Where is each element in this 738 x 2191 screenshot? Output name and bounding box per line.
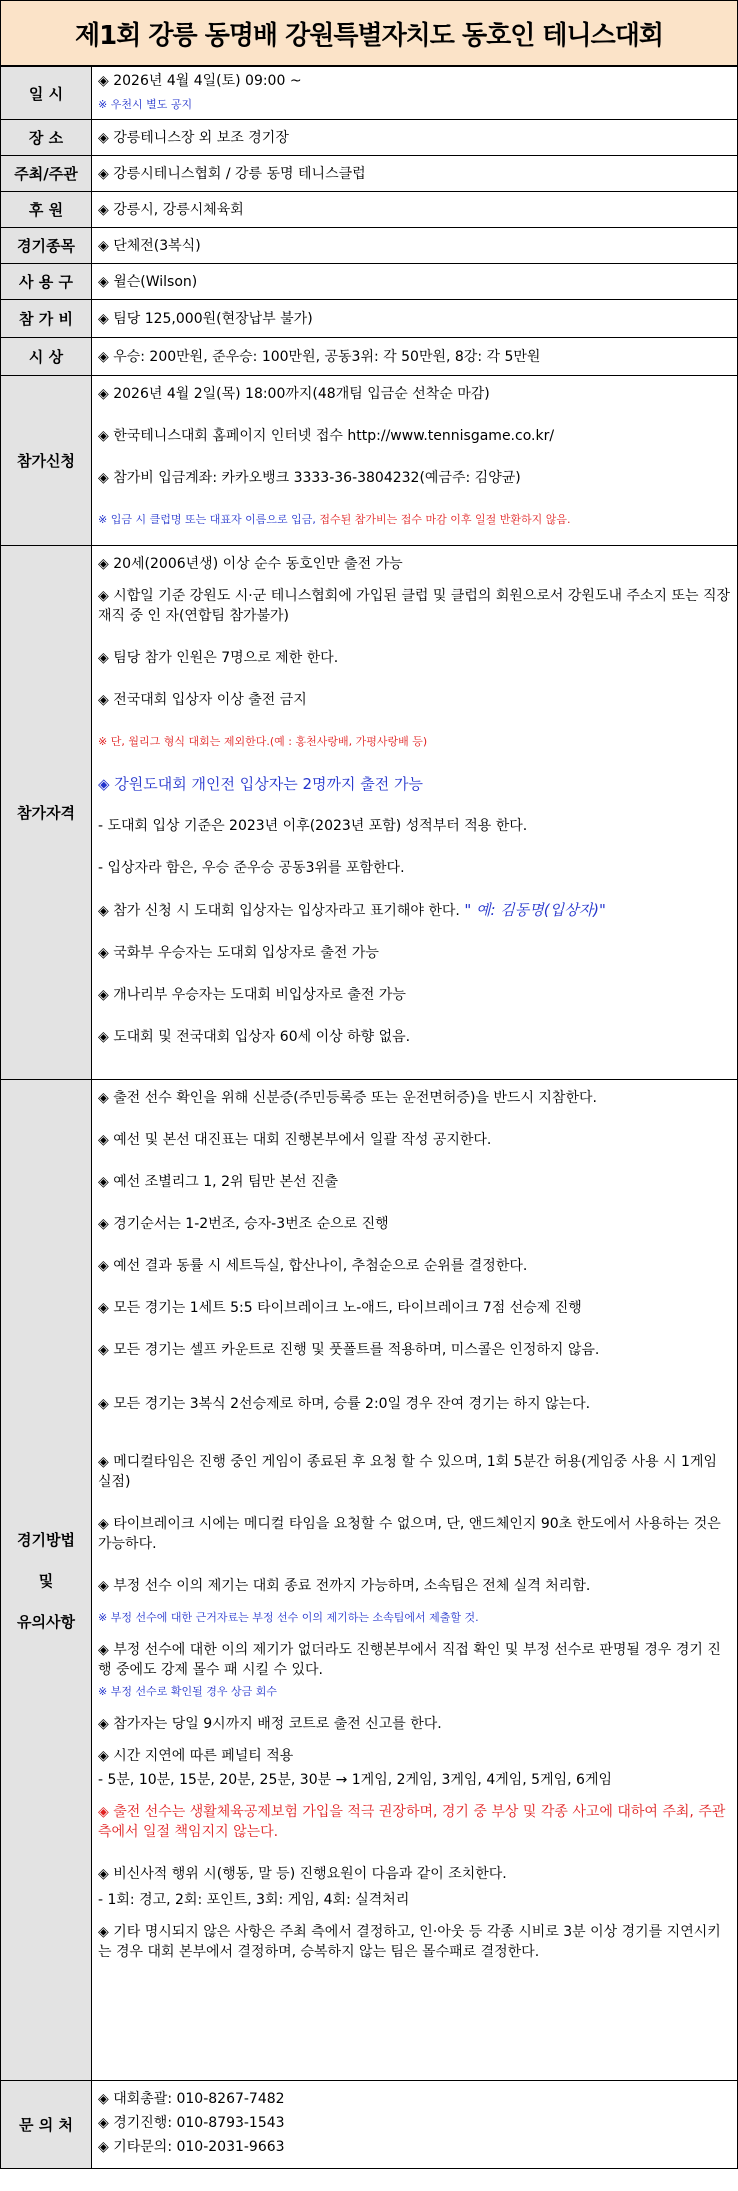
row-fee bbox=[1, 300, 738, 338]
qual-winner-definition: - 입상자라 함은, 우승 준우승 공동3위를 포함한다. bbox=[98, 860, 405, 876]
apply-website: ◈ 한국테니스대회 홈페이지 인터넷 접수 http://www.tennisgame.co.kr/ bbox=[98, 428, 555, 444]
row-host bbox=[1, 156, 738, 192]
label-rules bbox=[1, 1080, 92, 2081]
label-venue: 장 소 bbox=[1, 120, 92, 156]
label-rules-line2: 및 bbox=[38, 1571, 54, 1590]
label-contact: 문 의 처 bbox=[1, 2081, 92, 2169]
rule-protest-note: ※ 부정 선수에 대한 근거자료는 부정 선수 이의 제기하는 소속팀에서 제출할 것. bbox=[98, 1611, 479, 1624]
rule-tiebreak-medical: ◈ 타이브레이크 시에는 메디컬 타임을 요청할 수 없으며, 단, 앤드체인지 90초 한도에서 사용하는 것은 가능하다. bbox=[98, 1516, 721, 1552]
apply-deadline: ◈ 2026년 4월 2일(목) 18:00까지(48개팀 입금순 선착순 마감) bbox=[98, 386, 490, 402]
rule-check-in: ◈ 참가자는 당일 9시까지 배정 코트로 출전 신고를 한다. bbox=[98, 1716, 442, 1732]
rule-conduct-steps: - 1회: 경고, 2회: 포인트, 3회: 게임, 4회: 실격처리 bbox=[98, 1892, 410, 1908]
rule-best-of-three: ◈ 모든 경기는 3복식 2선승제로 하며, 승률 2:0일 경우 잔여 경기는 하지 않는다. bbox=[98, 1396, 591, 1412]
rule-draw: ◈ 예선 및 본선 대진표는 대회 진행본부에서 일괄 작성 공지한다. bbox=[98, 1132, 492, 1148]
row-qualification bbox=[1, 546, 738, 1080]
rule-forfeit-note: ※ 부정 선수로 확인될 경우 상금 회수 bbox=[98, 1685, 277, 1698]
rule-id-check: ◈ 출전 선수 확인을 위해 신분증(주민등록증 또는 운전면허증)을 반드시 지참한다. bbox=[98, 1090, 597, 1106]
label-event: 경기종목 bbox=[1, 228, 92, 264]
label-rules-line1: 경기방법 bbox=[17, 1530, 75, 1549]
rule-conduct: ◈ 비신사적 행위 시(행동, 말 등) 진행요원이 다음과 같이 조치한다. bbox=[98, 1866, 507, 1882]
host-text: ◈ 강릉시테니스협회 / 강릉 동명 테니스클럽 bbox=[92, 156, 738, 192]
prize-text: ◈ 우승: 200만원, 준우승: 100만원, 공동3위: 각 50만원, 8강: 각 5만원 bbox=[92, 338, 738, 376]
label-fee: 참 가 비 bbox=[1, 300, 92, 338]
label-apply: 참가신청 bbox=[1, 376, 92, 546]
qual-mark-winner bbox=[98, 900, 731, 921]
qual-provincial-limit: ◈ 강원도대회 개인전 입상자는 2명까지 출전 가능 bbox=[98, 775, 423, 793]
rule-protest: ◈ 부정 선수 이의 제기는 대회 종료 전까지 가능하며, 소속팀은 전체 실격 처리함. bbox=[98, 1578, 591, 1594]
label-sponsor: 후 원 bbox=[1, 192, 92, 228]
sponsor-text: ◈ 강릉시, 강릉시체육회 bbox=[92, 192, 738, 228]
apply-note-red: 접수된 참가비는 접수 마감 이후 일절 반환하지 않음. bbox=[315, 513, 571, 526]
fee-text: ◈ 팀당 125,000원(현장납부 불가) bbox=[92, 300, 738, 338]
apply-account: ◈ 참가비 입금계좌: 카카오뱅크 3333-36-3804232(예금주: 김양균) bbox=[98, 470, 521, 486]
rule-scoring: ◈ 모든 경기는 1세트 5:5 타이브레이크 노-애드, 타이브레이크 7점 선승제 진행 bbox=[98, 1300, 582, 1316]
row-date bbox=[1, 67, 738, 120]
venue-text: ◈ 강릉테니스장 외 보조 경기장 bbox=[92, 120, 738, 156]
qual-region: ◈ 시합일 기준 강원도 시·군 테니스협회에 가입된 클럽 및 클럽의 회원으로서 강원도내 주소지 또는 직장 재직 중 인 자(연합팀 참가불가) bbox=[98, 588, 731, 624]
rule-other: ◈ 기타 명시되지 않은 사항은 주최 측에서 결정하고, 인·아웃 등 각종 시비로 3분 이상 경기를 지연시키는 경우 대회 본부에서 결정하며, 승복하지 않는 팀은 몰수패로 결정한다. bbox=[98, 1924, 721, 1960]
content-apply bbox=[92, 376, 738, 546]
label-prize: 시 상 bbox=[1, 338, 92, 376]
row-prize bbox=[1, 338, 738, 376]
label-date: 일 시 bbox=[1, 67, 92, 120]
contact-operations: ◈ 경기진행: 010-8793-1543 bbox=[98, 2115, 285, 2131]
rule-delay-table: - 5분, 10분, 15분, 20분, 25분, 30분 → 1게임, 2게임, 3게임, 4게임, 5게임, 6게임 bbox=[98, 1772, 612, 1788]
content-qualification bbox=[92, 546, 738, 1080]
rule-medical-time: ◈ 메디컬타임은 진행 중인 게임이 종료된 후 요청 할 수 있으며, 1회 5분간 허용(게임중 사용 시 1게임 실점) bbox=[98, 1454, 717, 1490]
row-venue bbox=[1, 120, 738, 156]
qual-mark-winner-text: ◈ 참가 신청 시 도대회 입상자는 입상자라고 표기해야 한다. bbox=[98, 903, 460, 919]
qual-mark-example: " 예: 김동명(입상자)" bbox=[464, 901, 606, 919]
contact-general: ◈ 대회총괄: 010-8267-7482 bbox=[98, 2091, 285, 2107]
row-rules bbox=[1, 1080, 738, 2081]
content-contact bbox=[92, 2081, 738, 2169]
row-ball bbox=[1, 264, 738, 300]
rule-delay-penalty: ◈ 시간 지연에 따른 페널티 적용 bbox=[98, 1748, 294, 1764]
row-contact bbox=[1, 2081, 738, 2169]
qual-since-2023: - 도대회 입상 기준은 2023년 이후(2023년 포함) 성적부터 적용 한다. bbox=[98, 818, 528, 834]
row-sponsor bbox=[1, 192, 738, 228]
info-table bbox=[0, 66, 738, 2169]
event-text: ◈ 단체전(3복식) bbox=[92, 228, 738, 264]
qual-forsythia: ◈ 개나리부 우승자는 도대회 비입상자로 출전 가능 bbox=[98, 987, 406, 1003]
qual-national-ban: ◈ 전국대회 입상자 이상 출전 금지 bbox=[98, 692, 307, 708]
rain-note: ※ 우천시 별도 공지 bbox=[98, 98, 193, 111]
rule-advance: ◈ 예선 조별리그 1, 2위 팀만 본선 진출 bbox=[98, 1174, 338, 1190]
ball-text: ◈ 윌슨(Wilson) bbox=[92, 264, 738, 300]
qual-senior: ◈ 도대회 및 전국대회 입상자 60세 이상 하향 없음. bbox=[98, 1029, 411, 1045]
date-text: ◈ 2026년 4월 4일(토) 09:00 ~ bbox=[98, 73, 302, 89]
row-apply bbox=[1, 376, 738, 546]
label-qualification: 참가자격 bbox=[1, 546, 92, 1080]
apply-note bbox=[98, 510, 731, 530]
rule-insurance: ◈ 출전 선수는 생활체육공제보험 가입을 적극 권장하며, 경기 중 부상 및 각종 사고에 대하여 주최, 주관 측에서 일절 책임지지 않는다. bbox=[98, 1804, 726, 1840]
rule-tiebreak-ranking: ◈ 예선 결과 동률 시 세트득실, 합산나이, 추첨순으로 순위를 결정한다. bbox=[98, 1258, 528, 1274]
label-host: 주최/주관 bbox=[1, 156, 92, 192]
apply-note-blue: ※ 입금 시 클럽명 또는 대표자 이름으로 입금, bbox=[98, 513, 316, 526]
qual-age: ◈ 20세(2006년생) 이상 순수 동호인만 출전 가능 bbox=[98, 556, 403, 572]
label-ball: 사 용 구 bbox=[1, 264, 92, 300]
rule-self-count: ◈ 모든 경기는 셀프 카운트로 진행 및 풋폴트를 적용하며, 미스콜은 인정하지 않음. bbox=[98, 1342, 600, 1358]
page-title: 제1회 강릉 동명배 강원특별자치도 동호인 테니스대회 bbox=[0, 0, 738, 66]
content-rules bbox=[92, 1080, 738, 2081]
qual-team-size: ◈ 팀당 참가 인원은 7명으로 제한 한다. bbox=[98, 650, 339, 666]
content-date bbox=[92, 67, 738, 120]
row-event bbox=[1, 228, 738, 264]
qual-chrysanthemum: ◈ 국화부 우승자는 도대회 입상자로 출전 가능 bbox=[98, 945, 379, 961]
label-rules-line3: 유의사항 bbox=[17, 1612, 75, 1631]
rule-forfeit: ◈ 부정 선수에 대한 이의 제기가 없더라도 진행본부에서 직접 확인 및 부정 선수로 판명될 경우 경기 진행 중에도 강제 몰수 패 시킬 수 있다. bbox=[98, 1642, 721, 1678]
qual-exception-note: ※ 단, 월리그 형식 대회는 제외한다.(예 : 홍천사랑배, 가평사랑배 등) bbox=[98, 735, 428, 748]
contact-other: ◈ 기타문의: 010-2031-9663 bbox=[98, 2139, 285, 2155]
rule-order: ◈ 경기순서는 1-2번조, 승자-3번조 순으로 진행 bbox=[98, 1216, 389, 1232]
